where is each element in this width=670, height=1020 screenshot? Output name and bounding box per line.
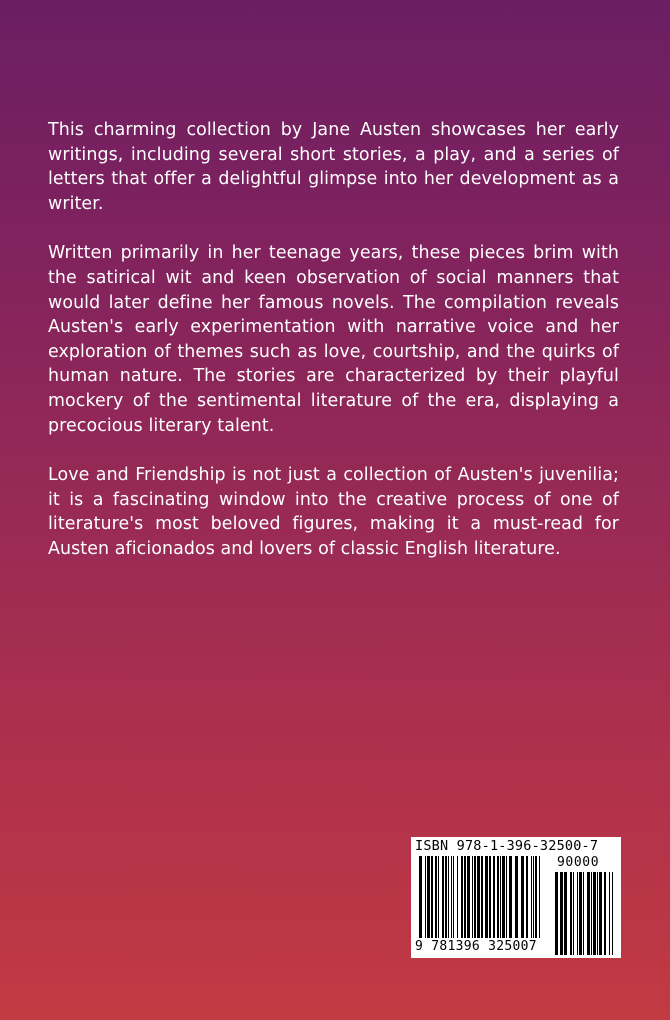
barcode-bar — [573, 872, 574, 955]
barcode-bar — [489, 856, 491, 938]
blurb-text — [48, 118, 619, 587]
barcode-bar — [597, 872, 598, 955]
barcode-bar — [502, 856, 505, 938]
barcode-bar — [583, 872, 584, 955]
barcode-bar — [587, 872, 590, 955]
blurb-paragraph-1: This charming collection by Jane Austen showcases her early writings, including several short stories, a play, and a series of letters that offer a delightful glimpse into her development as a writer. — [48, 120, 619, 214]
barcode-bar — [472, 856, 473, 938]
barcode-bar — [533, 856, 534, 938]
blurb-paragraph-3: Love and Friendship is not just a collection of Austen's juvenilia; it is a fascinating window into the creative process of one of literature's most beloved figures, making it a must-read for Austen aficionados and lovers of classic English literature. — [48, 465, 619, 559]
barcode-bar — [531, 856, 532, 938]
barcode-bar — [425, 856, 426, 938]
barcode-bar — [500, 856, 501, 938]
addon-digits: 90000 — [557, 855, 600, 870]
main-barcode — [419, 856, 540, 938]
barcode-bar — [560, 872, 563, 955]
isbn-label: ISBN 978-1-396-32500-7 — [415, 838, 599, 854]
barcode-bar — [506, 856, 507, 938]
barcode-bar — [438, 856, 439, 938]
barcode-bar — [467, 856, 470, 938]
barcode-bar — [497, 856, 499, 938]
barcode-bar — [564, 872, 567, 955]
isbn-barcode — [411, 837, 621, 958]
barcode-bar — [555, 872, 558, 955]
barcode-bar — [535, 856, 537, 938]
blurb-paragraph-2: Written primarily in her teenage years, these pieces brim with the satirical wit and keen observation of social manners that would later define her famous novels. The compilation reveals Austen's early experimentation with narrative voice and her exploration of themes such as love, courtship, and the quirks of human nature. The stories are characterized by their playful mockery of the sentimental literature of the era, displaying a precocious literary talent. — [48, 243, 619, 436]
barcode-bar — [477, 856, 480, 938]
barcode-bar — [526, 856, 528, 938]
barcode-bar — [593, 872, 596, 955]
barcode-bar — [474, 856, 476, 938]
barcode-bar — [453, 856, 454, 938]
barcode-bar — [451, 856, 452, 938]
barcode-bar — [579, 872, 582, 955]
barcode-bar — [612, 872, 613, 955]
barcode-bar — [448, 856, 449, 938]
barcode-bar — [435, 856, 437, 938]
barcode-bar — [577, 872, 578, 955]
barcode-bar — [515, 856, 518, 938]
barcode-bar — [493, 856, 495, 938]
barcode-bar — [442, 856, 444, 938]
barcode-bar — [591, 872, 592, 955]
barcode-bar — [570, 872, 572, 955]
barcode-bar — [609, 872, 610, 955]
barcode-bar — [427, 856, 430, 938]
addon-barcode — [555, 872, 613, 955]
barcode-bar — [457, 856, 458, 938]
barcode-bar — [445, 856, 447, 938]
barcode-bar — [481, 856, 483, 938]
barcode-bar — [461, 856, 463, 938]
barcode-bar — [485, 856, 488, 938]
barcode-bar — [464, 856, 466, 938]
ean-digits: 9 781396 325007 — [415, 939, 537, 954]
barcode-bar — [604, 872, 606, 955]
barcode-bar — [419, 856, 422, 938]
barcode-bar — [539, 856, 540, 938]
barcode-bar — [521, 856, 524, 938]
barcode-bar — [509, 856, 512, 938]
barcode-bar — [431, 856, 433, 938]
barcode-bar — [599, 872, 602, 955]
